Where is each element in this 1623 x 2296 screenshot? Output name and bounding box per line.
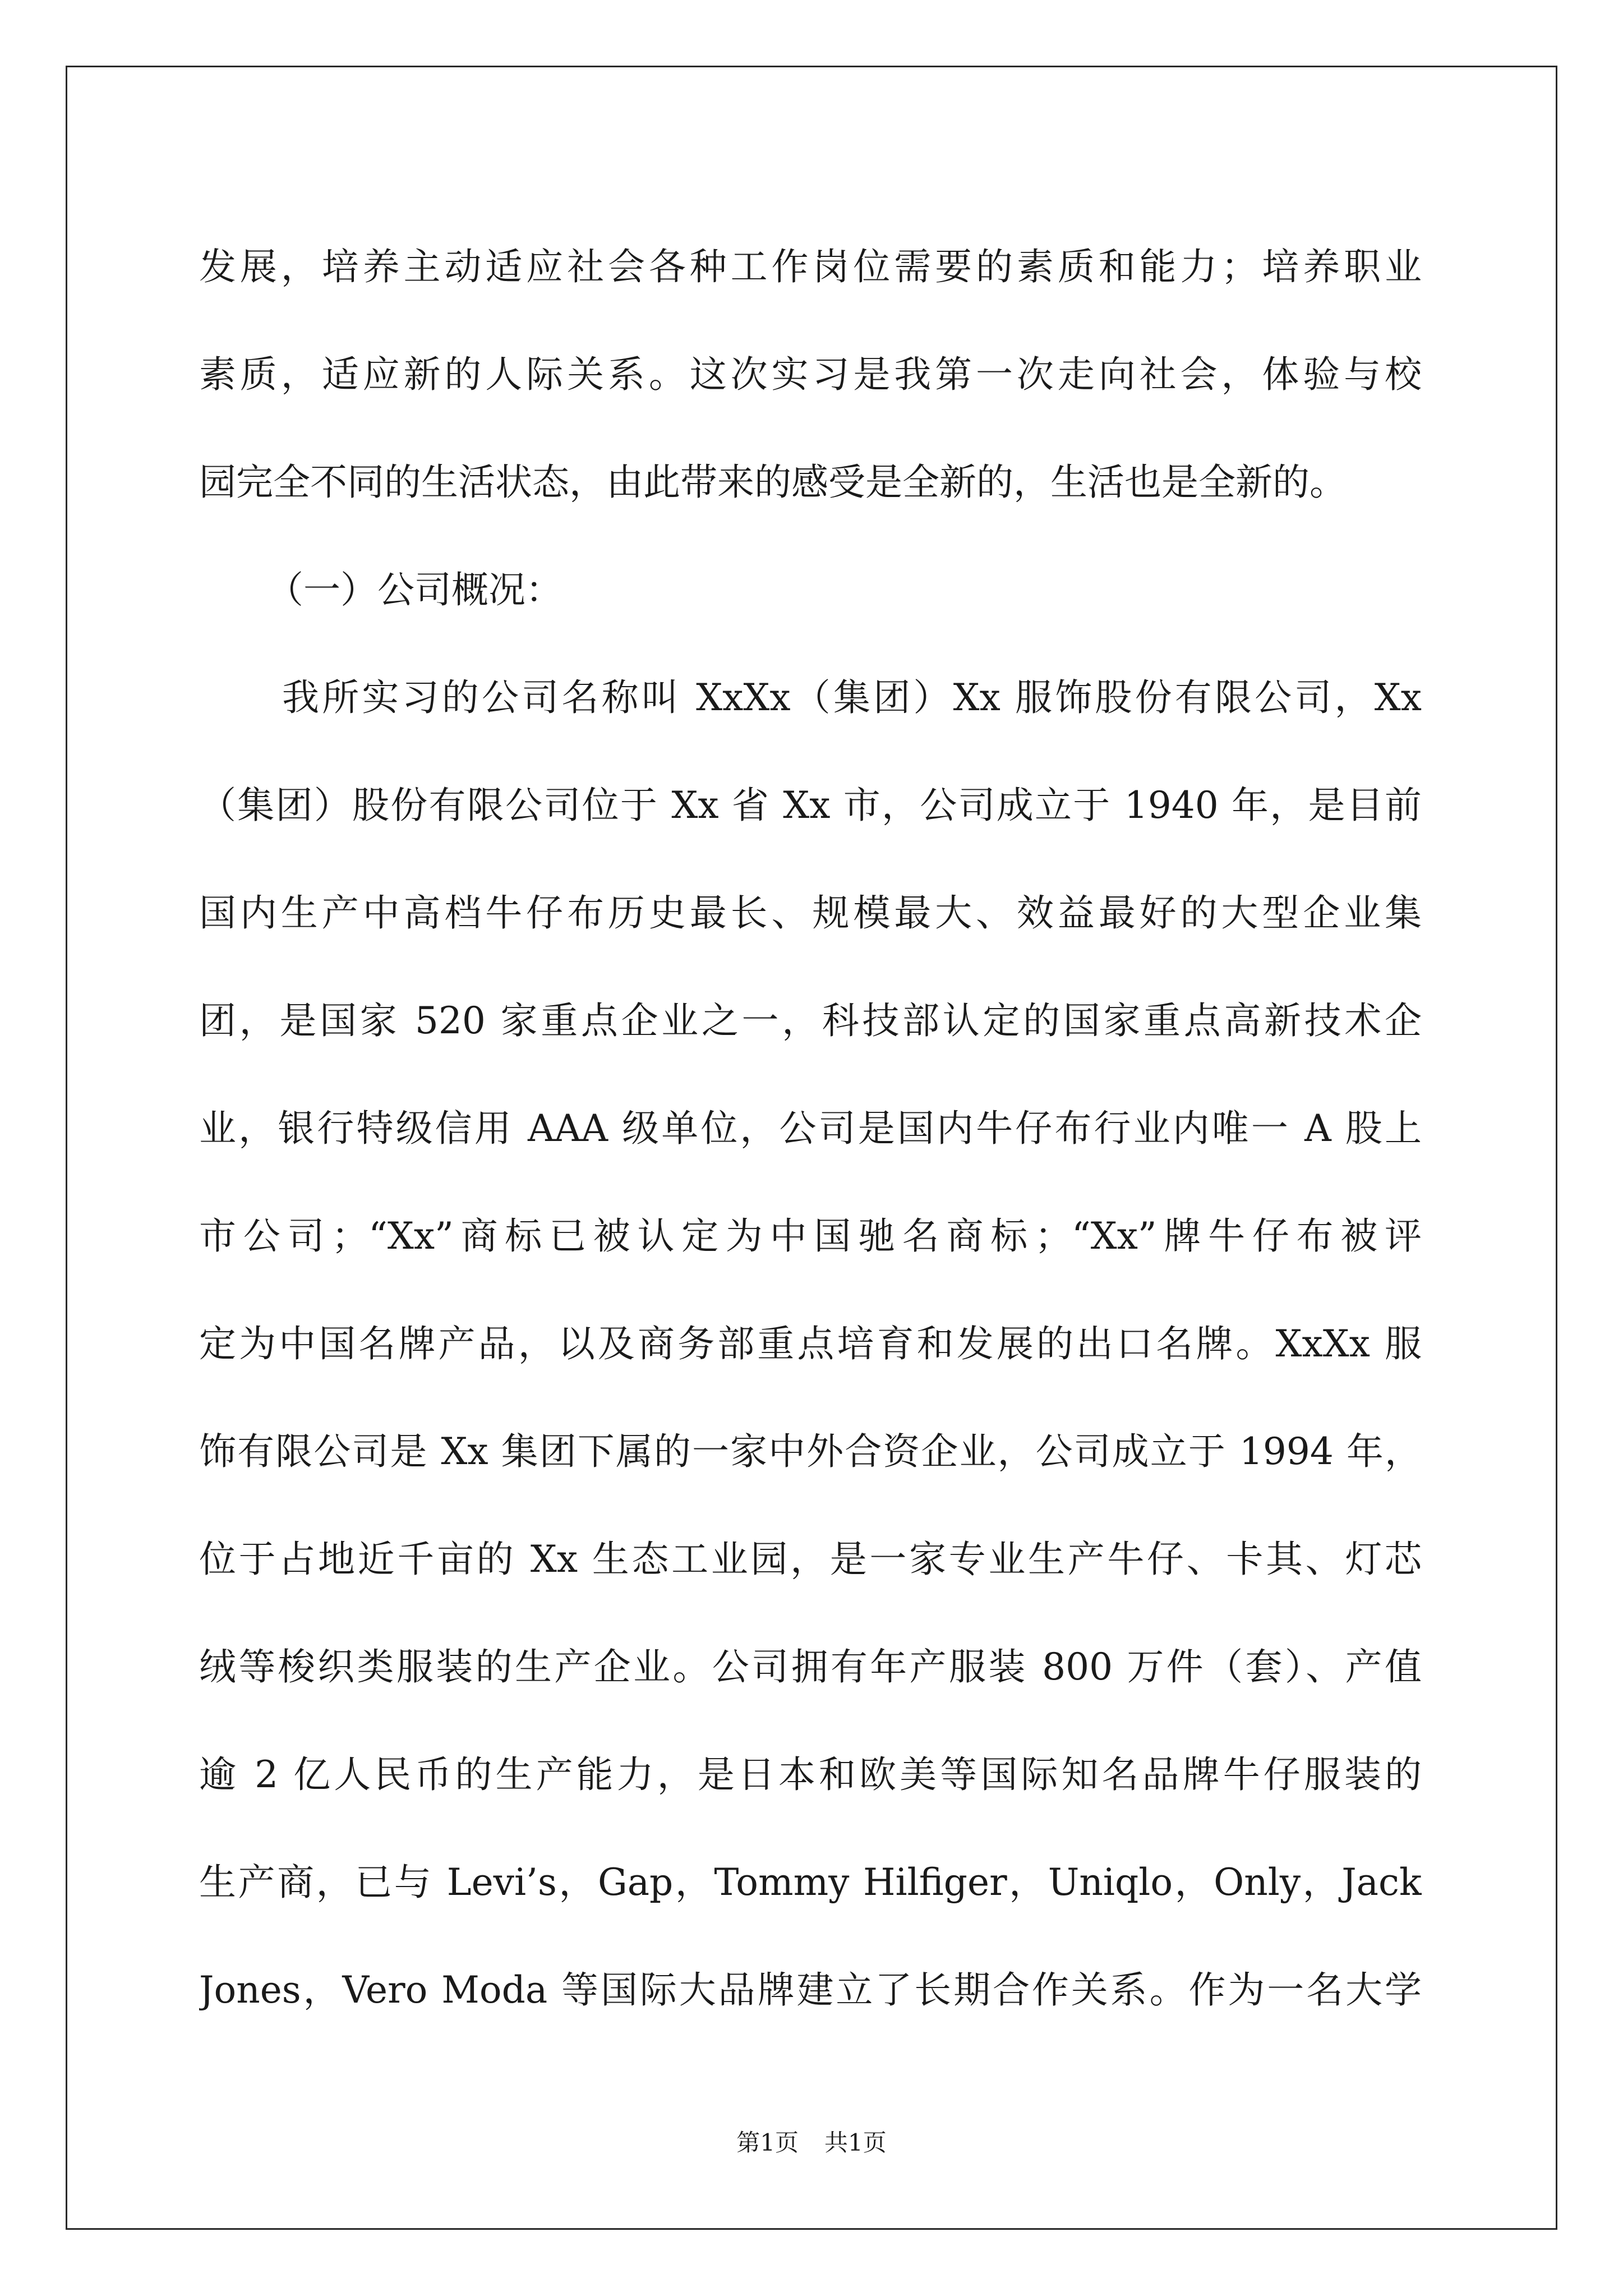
section-heading: （一）公司概况： <box>266 568 562 611</box>
text-line: 绒等梭织类服装的生产企业。公司拥有年产服装 800 万件（套）、产值 <box>199 1645 1422 1688</box>
page-footer <box>0 2126 1623 2160</box>
text-line: 定为中国名牌产品，以及商务部重点培育和发展的出口名牌。XxXx 服 <box>199 1322 1422 1365</box>
text-line: 我所实习的公司名称叫 XxXx（集团）Xx 服饰股份有限公司，Xx <box>282 676 1422 719</box>
text-line: 园完全不同的生活状态，由此带来的感受是全新的，生活也是全新的。 <box>199 461 1347 504</box>
page-total: 共1页 <box>824 2129 887 2156</box>
text-line: 业，银行特级信用 AAA 级单位，公司是国内牛仔布行业内唯一 A 股上 <box>199 1107 1422 1150</box>
text-line: 团，是国家 520 家重点企业之一，科技部认定的国家重点高新技术企 <box>199 999 1422 1042</box>
text-line: 市公司；“Xx”商标已被认定为中国驰名商标；“Xx”牌牛仔布被评 <box>199 1214 1422 1258</box>
text-line: 逾 2 亿人民币的生产能力，是日本和欧美等国际知名品牌牛仔服装的 <box>199 1753 1422 1796</box>
text-line: 饰有限公司是 Xx 集团下属的一家中外合资企业，公司成立于 1994 年， <box>199 1430 1422 1473</box>
text-line: 发展，培养主动适应社会各种工作岗位需要的素质和能力；培养职业 <box>199 245 1422 288</box>
text-line: 位于占地近千亩的 Xx 生态工业园，是一家专业生产牛仔、卡其、灯芯 <box>199 1538 1422 1581</box>
page-number: 第1页 <box>736 2129 799 2156</box>
document-body <box>199 213 1422 2044</box>
text-line: Jones，Vero Moda 等国际大品牌建立了长期合作关系。作为一名大学 <box>199 1968 1422 2012</box>
text-line: 生产商，已与 Levi’s，Gap，Tommy Hilfiger，Uniqlo，Only，Jack <box>199 1861 1422 1904</box>
text-line: 素质，适应新的人际关系。这次实习是我第一次走向社会，体验与校 <box>199 353 1422 396</box>
text-line: （集团）股份有限公司位于 Xx 省 Xx 市，公司成立于 1940 年，是目前 <box>199 784 1422 827</box>
text-line: 国内生产中高档牛仔布历史最长、规模最大、效益最好的大型企业集 <box>199 891 1422 935</box>
